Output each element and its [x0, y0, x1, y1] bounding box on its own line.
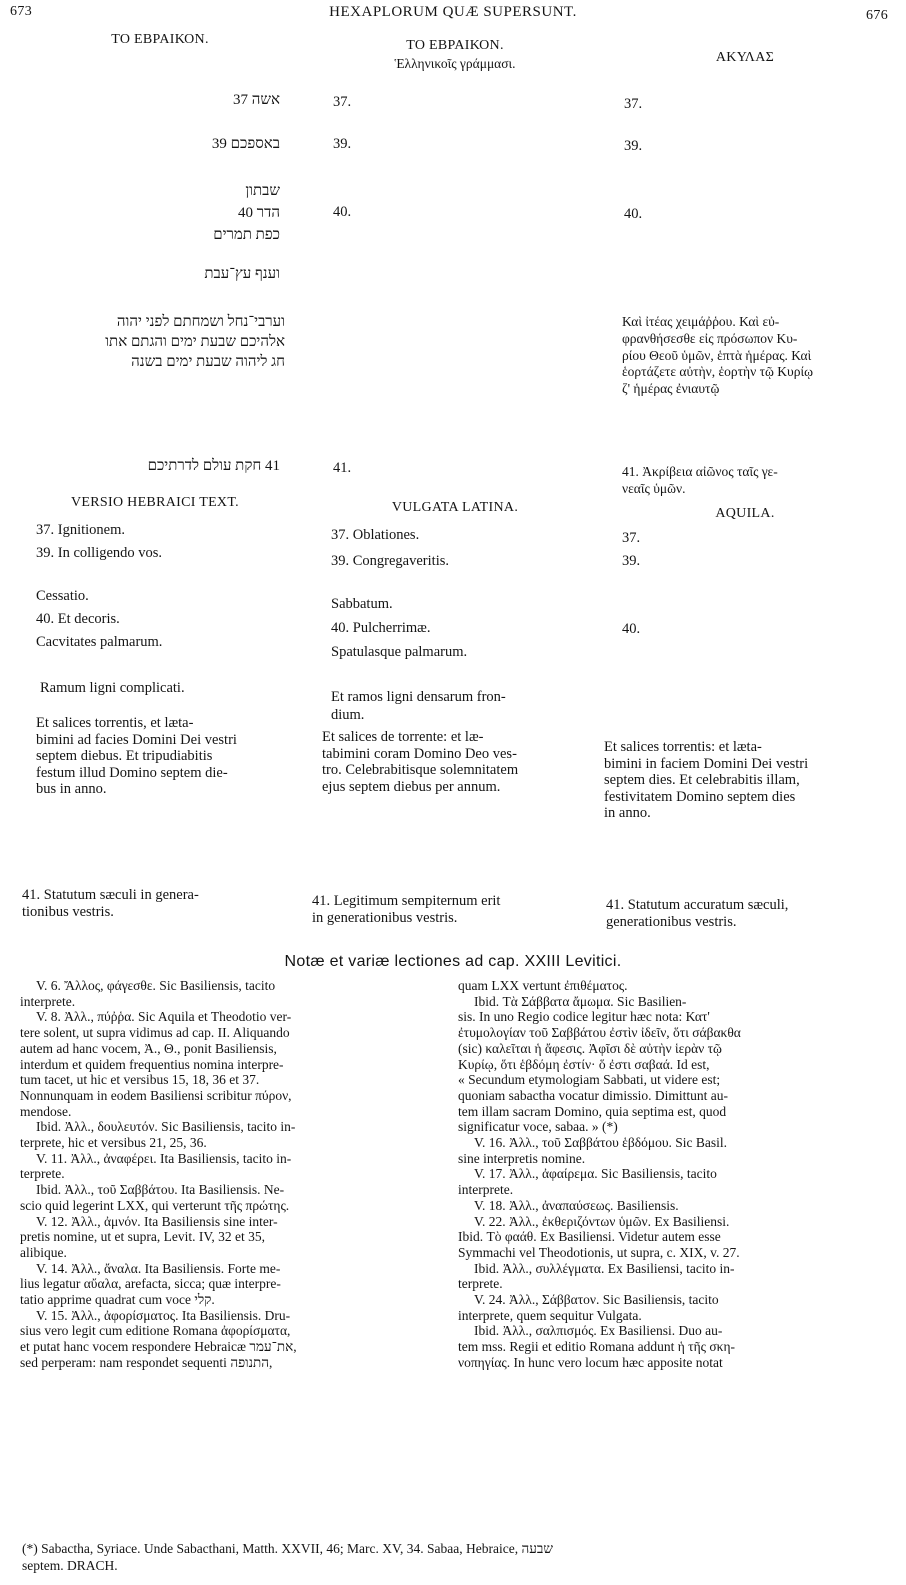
- latin-palms-col2: Spatulasque palmarum.: [331, 644, 468, 660]
- note-paragraph: [20, 1261, 440, 1308]
- willows-latin-col1: [36, 715, 291, 798]
- note-line: Nonnunquam in eodem Basiliensi scribitur πύρον,: [20, 1087, 292, 1103]
- hebrew-v41: 41 חקת עולם לדרתיכם: [147, 458, 280, 474]
- note-line: autem ad hanc vocem, Ἀ., Θ., ponit Basiliensis,: [20, 1040, 277, 1056]
- latin-v40-col1: 40. Et decoris.: [36, 611, 120, 627]
- notes-left-column: [20, 978, 440, 1371]
- greek-v41: [622, 463, 884, 497]
- note-paragraph: [20, 1119, 440, 1150]
- footnote-line: septem. DRACH.: [22, 1558, 118, 1573]
- latin-line: festivitatem Domino septem dies: [604, 788, 796, 805]
- note-line: tem mss. Regii et editio Romana addunt ἡ τῆς σκη-: [458, 1339, 735, 1355]
- latin-line: Et salices torrentis: et læta-: [604, 739, 762, 755]
- hebrew-branch: וענף עץ־עבת: [204, 266, 280, 282]
- note-line: Ibid. Ἀλλ., δουλευτόν. Sic Basiliensis, tacito in-: [36, 1119, 296, 1135]
- latin-v39-col2: 39. Congregaveritis.: [331, 553, 449, 569]
- note-paragraph: [458, 994, 883, 1135]
- hebrew-line: חג ליהוה שבעת ימים בשנה: [131, 354, 285, 370]
- note-paragraph: [458, 1323, 883, 1370]
- latin-line: in anno.: [604, 805, 651, 821]
- note-line: significatur voce, sabaa. » (*): [458, 1119, 618, 1135]
- note-line: νοπηγίας. In hunc vero locum hæc apposite notat: [458, 1354, 723, 1370]
- hebrew-line: אלהיכם שבעת ימים והגתם אתו: [105, 334, 285, 350]
- note-paragraph: [20, 1182, 440, 1213]
- hebrew-v39: באספכם 39: [211, 136, 280, 152]
- note-line: V. 15. Ἀλλ., ἀφορίσματος. Ita Basiliensis. Dru-: [36, 1307, 291, 1323]
- latin-line: tro. Celebrabitisque solemnitatem: [322, 762, 519, 778]
- latin-branch-col2: [331, 688, 506, 724]
- greek-line: Καὶ ἰτέας χειμάῤῥου. Καὶ εὐ-: [622, 314, 780, 329]
- latin-line: Et ramos ligni densarum fron-: [331, 689, 506, 705]
- note-paragraph: [458, 1292, 883, 1323]
- translit-v39: 39.: [333, 136, 352, 152]
- footnote-line: (*) Sabactha, Syriace. Unde Sabacthani, Matth. XXVII, 46; Marc. XV, 34. Sabaa, Hebraice, שבעה: [22, 1541, 553, 1556]
- latin-v39-col3: 39.: [622, 553, 641, 569]
- note-line: tatio apprime quadrat cum voce קלי.: [20, 1292, 215, 1308]
- latin-header-col3: AQUILA.: [715, 506, 775, 521]
- note-line: interprete.: [458, 1182, 514, 1198]
- note-line: Ibid. Τὸ φαάθ. Ex Basiliensi. Videtur autem esse: [458, 1229, 721, 1245]
- note-line: terprete.: [458, 1276, 503, 1292]
- note-line: V. 12. Ἀλλ., ἀμνόν. Ita Basiliensis sine inter-: [36, 1213, 278, 1229]
- note-line: alibique.: [20, 1244, 67, 1260]
- greek-line: ζ' ἡμέρας ἐνιαυτῷ: [622, 381, 720, 397]
- running-title: HEXAPLORUM QUÆ SUPERSUNT.: [329, 4, 577, 20]
- note-line: Ibid. Ἀλλ., τοῦ Σαββάτου. Ita Basiliensis. Ne-: [36, 1182, 285, 1198]
- note-line: sius vero legit cum editione Romana ἀφορίσματα,: [20, 1323, 291, 1339]
- willows-latin-col2: [322, 729, 584, 795]
- note-line: V. 11. Ἀλλ., ἀναφέρει. Ita Basiliensis, tacito in-: [36, 1150, 292, 1166]
- note-line: V. 18. Ἀλλ., ἀναπαύσεως. Basiliensis.: [474, 1197, 679, 1213]
- hebrew-willows: [10, 312, 285, 372]
- v41-latin-col3: [606, 897, 886, 930]
- left-page-number: 673: [10, 4, 33, 19]
- latin-line: 41. Legitimum sempiternum erit: [312, 893, 501, 909]
- latin-line: Et salices de torrente: et læ-: [322, 729, 484, 745]
- aquila-v40: 40.: [624, 206, 643, 222]
- latin-line: ejus septem diebus per annum.: [322, 778, 501, 795]
- note-line: lius legatur αὔαλα, arefacta, sicca; quæ interpre-: [20, 1276, 281, 1292]
- note-line: Ibid. Ἀλλ., σαλπισμός. Ex Basiliensi. Duo au-: [474, 1323, 723, 1339]
- footnote: [22, 1540, 884, 1574]
- note-line: ἐτυμολογίαν τοῦ Σαββάτου ἐστὶν ἰδεῖν, ὅτι σάβακθα: [458, 1025, 741, 1041]
- note-line: V. 24. Ἀλλ., Σάββατον. Sic Basiliensis, tacito: [474, 1292, 719, 1308]
- hebrew-line: הדר 40: [238, 205, 280, 221]
- latin-line: bimini ad facies Domini Dei vestri: [36, 731, 237, 748]
- greek-line: 41. Ἀκρίβεια αἰῶνος ταῖς γε-: [622, 464, 778, 479]
- greek-line: νεαῖς ὑμῶν.: [622, 481, 686, 496]
- latin-line: septem diebus. Et tripudiabitis: [36, 748, 213, 764]
- latin-v40-col2: 40. Pulcherrimæ.: [331, 620, 431, 636]
- v41-latin-col2: [312, 893, 592, 926]
- col2-subtitle: Ἑλληνικοῖς γράμμασι.: [394, 56, 516, 71]
- note-line: Ibid. Τὰ Σάββατα ἄμωμα. Sic Basilien-: [474, 993, 687, 1009]
- note-line: (sic) καλεῖται ἡ ἄφεσις. Ἀφῖσι δὲ αὐτὴν ἱερὰν τῷ: [458, 1040, 722, 1056]
- translit-v41: 41.: [333, 460, 352, 476]
- note-paragraph: [20, 1009, 440, 1119]
- latin-line: 41. Statutum accuratum sæculi,: [606, 897, 789, 913]
- aquila-v37: 37.: [624, 96, 643, 112]
- col3-title: ΑΚΥΛΑΣ: [715, 50, 775, 65]
- latin-line: septem dies. Et celebrabitis illam,: [604, 772, 800, 788]
- col1-title: ΤΟ ΕΒΡΑΙΚΟΝ.: [111, 32, 209, 47]
- latin-cessatio-col2: Sabbatum.: [331, 596, 393, 612]
- note-line: terprete, hic et versibus 21, 25, 36.: [20, 1135, 207, 1151]
- note-line: V. 6. Ἄλλος, φάγεσθε. Sic Basiliensis, tacito: [36, 978, 276, 993]
- note-line: sed perperam: nam respondet sequenti התנופה,: [20, 1354, 273, 1370]
- note-line: tere solent, ut supra vidimus ad cap. II. Aliquando: [20, 1025, 290, 1041]
- note-paragraph: [20, 1151, 440, 1182]
- latin-cessatio-col1: Cessatio.: [36, 588, 89, 604]
- hebrew-line: שבתון: [245, 183, 280, 199]
- note-paragraph: [20, 1214, 440, 1261]
- latin-line: Et salices torrentis, et læta-: [36, 715, 194, 731]
- note-line: tum tacet, ut hic et versibus 15, 18, 36 et 37.: [20, 1072, 260, 1088]
- willows-latin-col3: [604, 739, 884, 822]
- notes-right-column: [458, 978, 883, 1371]
- latin-line: bus in anno.: [36, 781, 107, 797]
- note-paragraph: [20, 1308, 440, 1371]
- latin-line: generationibus vestris.: [606, 913, 737, 930]
- note-paragraph: [458, 1135, 883, 1166]
- latin-line: tionibus vestris.: [22, 903, 114, 920]
- latin-line: tabimini coram Domino Deo ves-: [322, 745, 517, 762]
- latin-v37-col3: 37.: [622, 530, 641, 546]
- note-line: quoniam sabactha vocatur dimissio. Dimittunt au-: [458, 1087, 728, 1103]
- note-line: interprete, quem sequitur Vulgata.: [458, 1307, 642, 1323]
- note-line: et putat hanc vocem respondere Hebraicæ את־עמר,: [20, 1339, 297, 1355]
- note-paragraph: [458, 1214, 883, 1261]
- latin-v39-col1: 39. In colligendo vos.: [36, 545, 163, 561]
- note-line: V. 22. Ἀλλ., ἐκθεριζόντων ὑμῶν. Ex Basiliensi.: [474, 1213, 730, 1229]
- note-line: « Secundum etymologiam Sabbati, ut videre est;: [458, 1072, 721, 1088]
- note-line: sine interpretis nomine.: [458, 1150, 586, 1166]
- hebrew-v37: אשה 37: [233, 92, 280, 108]
- latin-header-col2: VULGATA LATINA.: [391, 500, 519, 515]
- note-line: interdum et quidem frequentius nomina interpre-: [20, 1056, 284, 1072]
- note-line: V. 14. Ἀλλ., ἄναλα. Ita Basiliensis. Forte me-: [36, 1260, 281, 1276]
- note-line: Symmachi vel Theodotionis, ut supra, c. XIX, v. 27.: [458, 1244, 740, 1260]
- note-line: pretis nomine, ut et supra, Levit. IV, 32 et 35,: [20, 1229, 265, 1245]
- latin-line: in generationibus vestris.: [312, 909, 458, 926]
- note-line: terprete.: [20, 1166, 65, 1182]
- latin-palms-col1: Cacvitates palmarum.: [36, 634, 163, 650]
- note-line: tem illam sacram Domino, quia septima est, quod: [458, 1103, 727, 1119]
- translit-v40: 40.: [333, 204, 352, 220]
- latin-v37-col1: 37. Ignitionem.: [36, 522, 126, 538]
- note-line: V. 17. Ἀλλ., ἀφαίρεμα. Sic Basiliensis, tacito: [474, 1166, 717, 1182]
- latin-line: festum illud Domino septem die-: [36, 764, 228, 781]
- note-line: mendose.: [20, 1103, 72, 1119]
- latin-v37-col2: 37. Oblationes.: [331, 527, 420, 543]
- note-line: quam LXX vertunt ἐπιθέματος.: [458, 978, 628, 993]
- note-line: Ibid. Ἀλλ., συλλέγματα. Ex Basiliensi, tacito in-: [474, 1260, 735, 1276]
- note-line: V. 16. Ἀλλ., τοῦ Σαββάτου ἑβδόμου. Sic Basil.: [474, 1135, 728, 1151]
- latin-branch-col1: Ramum ligni complicati.: [40, 680, 185, 696]
- latin-line: dium.: [331, 707, 365, 723]
- note-line: interprete.: [20, 993, 76, 1009]
- greek-line: ἑορτάζετε αὐτὴν, ἑορτὴν τῷ Κυρίῳ: [622, 364, 813, 380]
- note-paragraph: [20, 978, 440, 1009]
- note-paragraph: [458, 978, 883, 994]
- col2-title: ΤΟ ΕΒΡΑΙΚΟΝ.: [406, 38, 504, 53]
- note-line: sis. In uno Regio codice legitur hæc nota: Κατ': [458, 1009, 710, 1025]
- v41-latin-col1: [22, 887, 292, 920]
- note-paragraph: [458, 1198, 883, 1214]
- notes-title: Notæ et variæ lectiones ad cap. XXIII Levitici.: [284, 953, 622, 970]
- translit-v37: 37.: [333, 94, 352, 110]
- note-paragraph: [458, 1166, 883, 1197]
- latin-v40-col3: 40.: [622, 621, 641, 637]
- aquila-v39: 39.: [624, 138, 643, 154]
- note-line: scio quid legerint LXX, qui verterunt τῆς πρώτης.: [20, 1197, 290, 1213]
- hebrew-line: וערבי־נחל ושמחתם לפני יהוה: [116, 314, 285, 330]
- hebrew-line: כפת תמרים: [213, 227, 280, 243]
- note-line: V. 8. Ἀλλ., πύῤῥα. Sic Aquila et Theodotio ver-: [36, 1009, 292, 1025]
- latin-line: bimini in faciem Domini Dei vestri: [604, 755, 809, 772]
- note-line: Κυρίῳ, ὅτι ἑβδόμη ἐστίν· ὅ ἐστι σαβαά. Id est,: [458, 1056, 710, 1072]
- right-page-number: 676: [866, 8, 889, 23]
- greek-line: φρανθήσεσθε εἰς πρόσωπον Κυ-: [622, 330, 798, 346]
- hebrew-v40-block: [60, 180, 280, 246]
- greek-willows: [622, 314, 884, 398]
- latin-line: 41. Statutum sæculi in genera-: [22, 887, 199, 903]
- greek-line: ρίου Θεοῦ ὑμῶν, ἑπτὰ ἡμέρας. Καὶ: [622, 347, 812, 363]
- note-paragraph: [458, 1261, 883, 1292]
- latin-header-col1: VERSIO HEBRAICI TEXT.: [71, 495, 239, 510]
